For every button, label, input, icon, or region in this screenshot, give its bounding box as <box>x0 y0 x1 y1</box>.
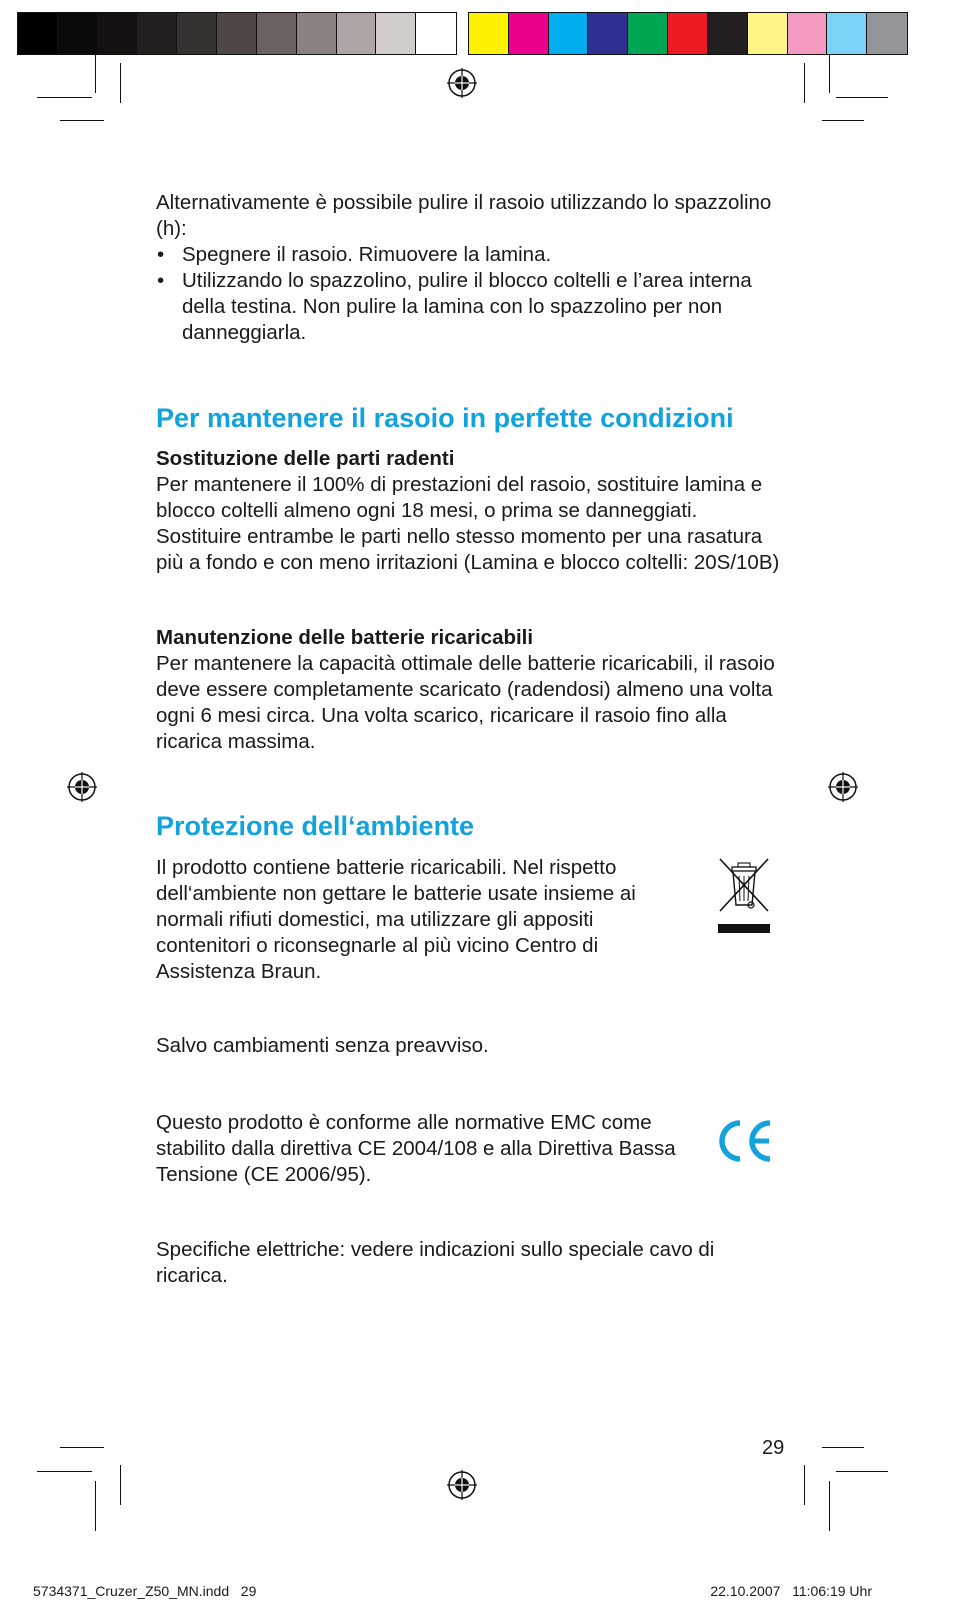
crop-mark <box>60 1447 104 1448</box>
color-swatch <box>788 13 828 54</box>
color-swatch <box>549 13 589 54</box>
registration-mark-icon <box>67 772 97 802</box>
color-swatch <box>628 13 668 54</box>
intro-block <box>156 190 786 346</box>
environment-heading: Protezione dell‘ambiente <box>156 811 475 841</box>
color-swatch <box>297 13 337 54</box>
color-swatch <box>509 13 549 54</box>
color-swatch <box>137 13 177 54</box>
crop-mark <box>60 120 104 121</box>
color-swatch <box>337 13 377 54</box>
color-swatch <box>98 13 138 54</box>
color-swatch <box>668 13 708 54</box>
battery-block <box>156 625 781 755</box>
crop-mark <box>836 97 888 98</box>
notice-text: Salvo cambiamenti senza preavviso. <box>156 1034 489 1057</box>
crop-mark <box>95 55 96 93</box>
registration-mark-icon <box>447 1470 477 1500</box>
parts-block <box>156 446 781 576</box>
list-item: • Utilizzando lo spazzolino, pulire il blocco coltelli e l’area interna della testina. Non pulire la lamina con lo spazzolino per non danneggiarla. <box>156 268 786 346</box>
timestamp-slug: 22.10.2007 11:06:19 Uhr <box>710 1583 872 1599</box>
crop-mark <box>836 1471 888 1472</box>
color-swatch <box>58 13 98 54</box>
maintenance-heading: Per mantenere il rasoio in perfette condizioni <box>156 403 734 433</box>
color-swatch <box>867 13 907 54</box>
crop-mark <box>120 63 121 103</box>
parts-subheading: Sostituzione delle parti radenti <box>156 447 455 470</box>
intro-text: Alternativamente è possibile pulire il rasoio utilizzando lo spazzolino (h): <box>156 191 772 240</box>
battery-subheading: Manutenzione delle batterie ricaricabili <box>156 626 534 649</box>
crop-mark <box>95 1481 96 1531</box>
color-swatch <box>416 13 456 54</box>
registration-mark-icon <box>828 772 858 802</box>
color-swatch <box>588 13 628 54</box>
crop-mark <box>822 1447 864 1448</box>
color-swatch <box>708 13 748 54</box>
crop-mark <box>829 55 830 93</box>
crop-mark <box>804 1465 805 1505</box>
electrical-text: Specifiche elettriche: vedere indicazioni sullo speciale cavo di ricarica. <box>156 1238 715 1287</box>
battery-text: Per mantenere la capacità ottimale delle batterie ricaricabili, il rasoio deve essere completamente scaricato (radendosi) almeno una volta ogni 6 mesi circa. Una volta scarico, ricaricare il rasoio fino alla ricarica massima. <box>156 652 775 753</box>
ce-mark-icon <box>714 1117 774 1165</box>
color-swatch <box>376 13 416 54</box>
crop-mark <box>37 97 92 98</box>
registration-mark-icon <box>447 68 477 98</box>
color-swatch-bar <box>468 12 908 55</box>
weee-crossed-bin-icon <box>716 855 772 937</box>
color-swatch <box>748 13 788 54</box>
crop-mark <box>37 1471 92 1472</box>
color-swatch <box>177 13 217 54</box>
color-swatch <box>257 13 297 54</box>
conformity-text: Questo prodotto è conforme alle normative EMC come stabilito dalla direttiva CE 2004/108 e alla Direttiva Bassa Tensione (CE 2006/95). <box>156 1111 676 1186</box>
parts-text: Per mantenere il 100% di prestazioni del rasoio, sostituire lamina e blocco coltelli almeno ogni 18 mesi, o prima se danneggiati. Sostituire entrambe le parti nello stesso momento per una rasatura più a fondo e con meno irritazioni (Lamina e blocco coltelli: 20S/10B) <box>156 473 780 574</box>
file-slug: 5734371_Cruzer_Z50_MN.indd 29 <box>33 1583 257 1599</box>
page-number: 29 <box>762 1437 785 1459</box>
grayscale-swatch-bar <box>17 12 457 55</box>
crop-mark <box>804 63 805 103</box>
list-item: • Spegnere il rasoio. Rimuovere la lamina. <box>156 242 786 268</box>
color-swatch <box>18 13 58 54</box>
intro-bullet-list <box>156 242 786 346</box>
crop-mark <box>822 120 864 121</box>
color-swatch <box>469 13 509 54</box>
color-swatch <box>217 13 257 54</box>
crop-mark <box>120 1465 121 1505</box>
color-swatch <box>827 13 867 54</box>
environment-text: Il prodotto contiene batterie ricaricabili. Nel rispetto dell‘ambiente non gettare le batterie usate insieme ai normali rifiuti domestici, ma utilizzare gli appositi contenitori o riconsegnarle al più vicino Centro di Assistenza Braun. <box>156 856 636 983</box>
crop-mark <box>829 1481 830 1531</box>
